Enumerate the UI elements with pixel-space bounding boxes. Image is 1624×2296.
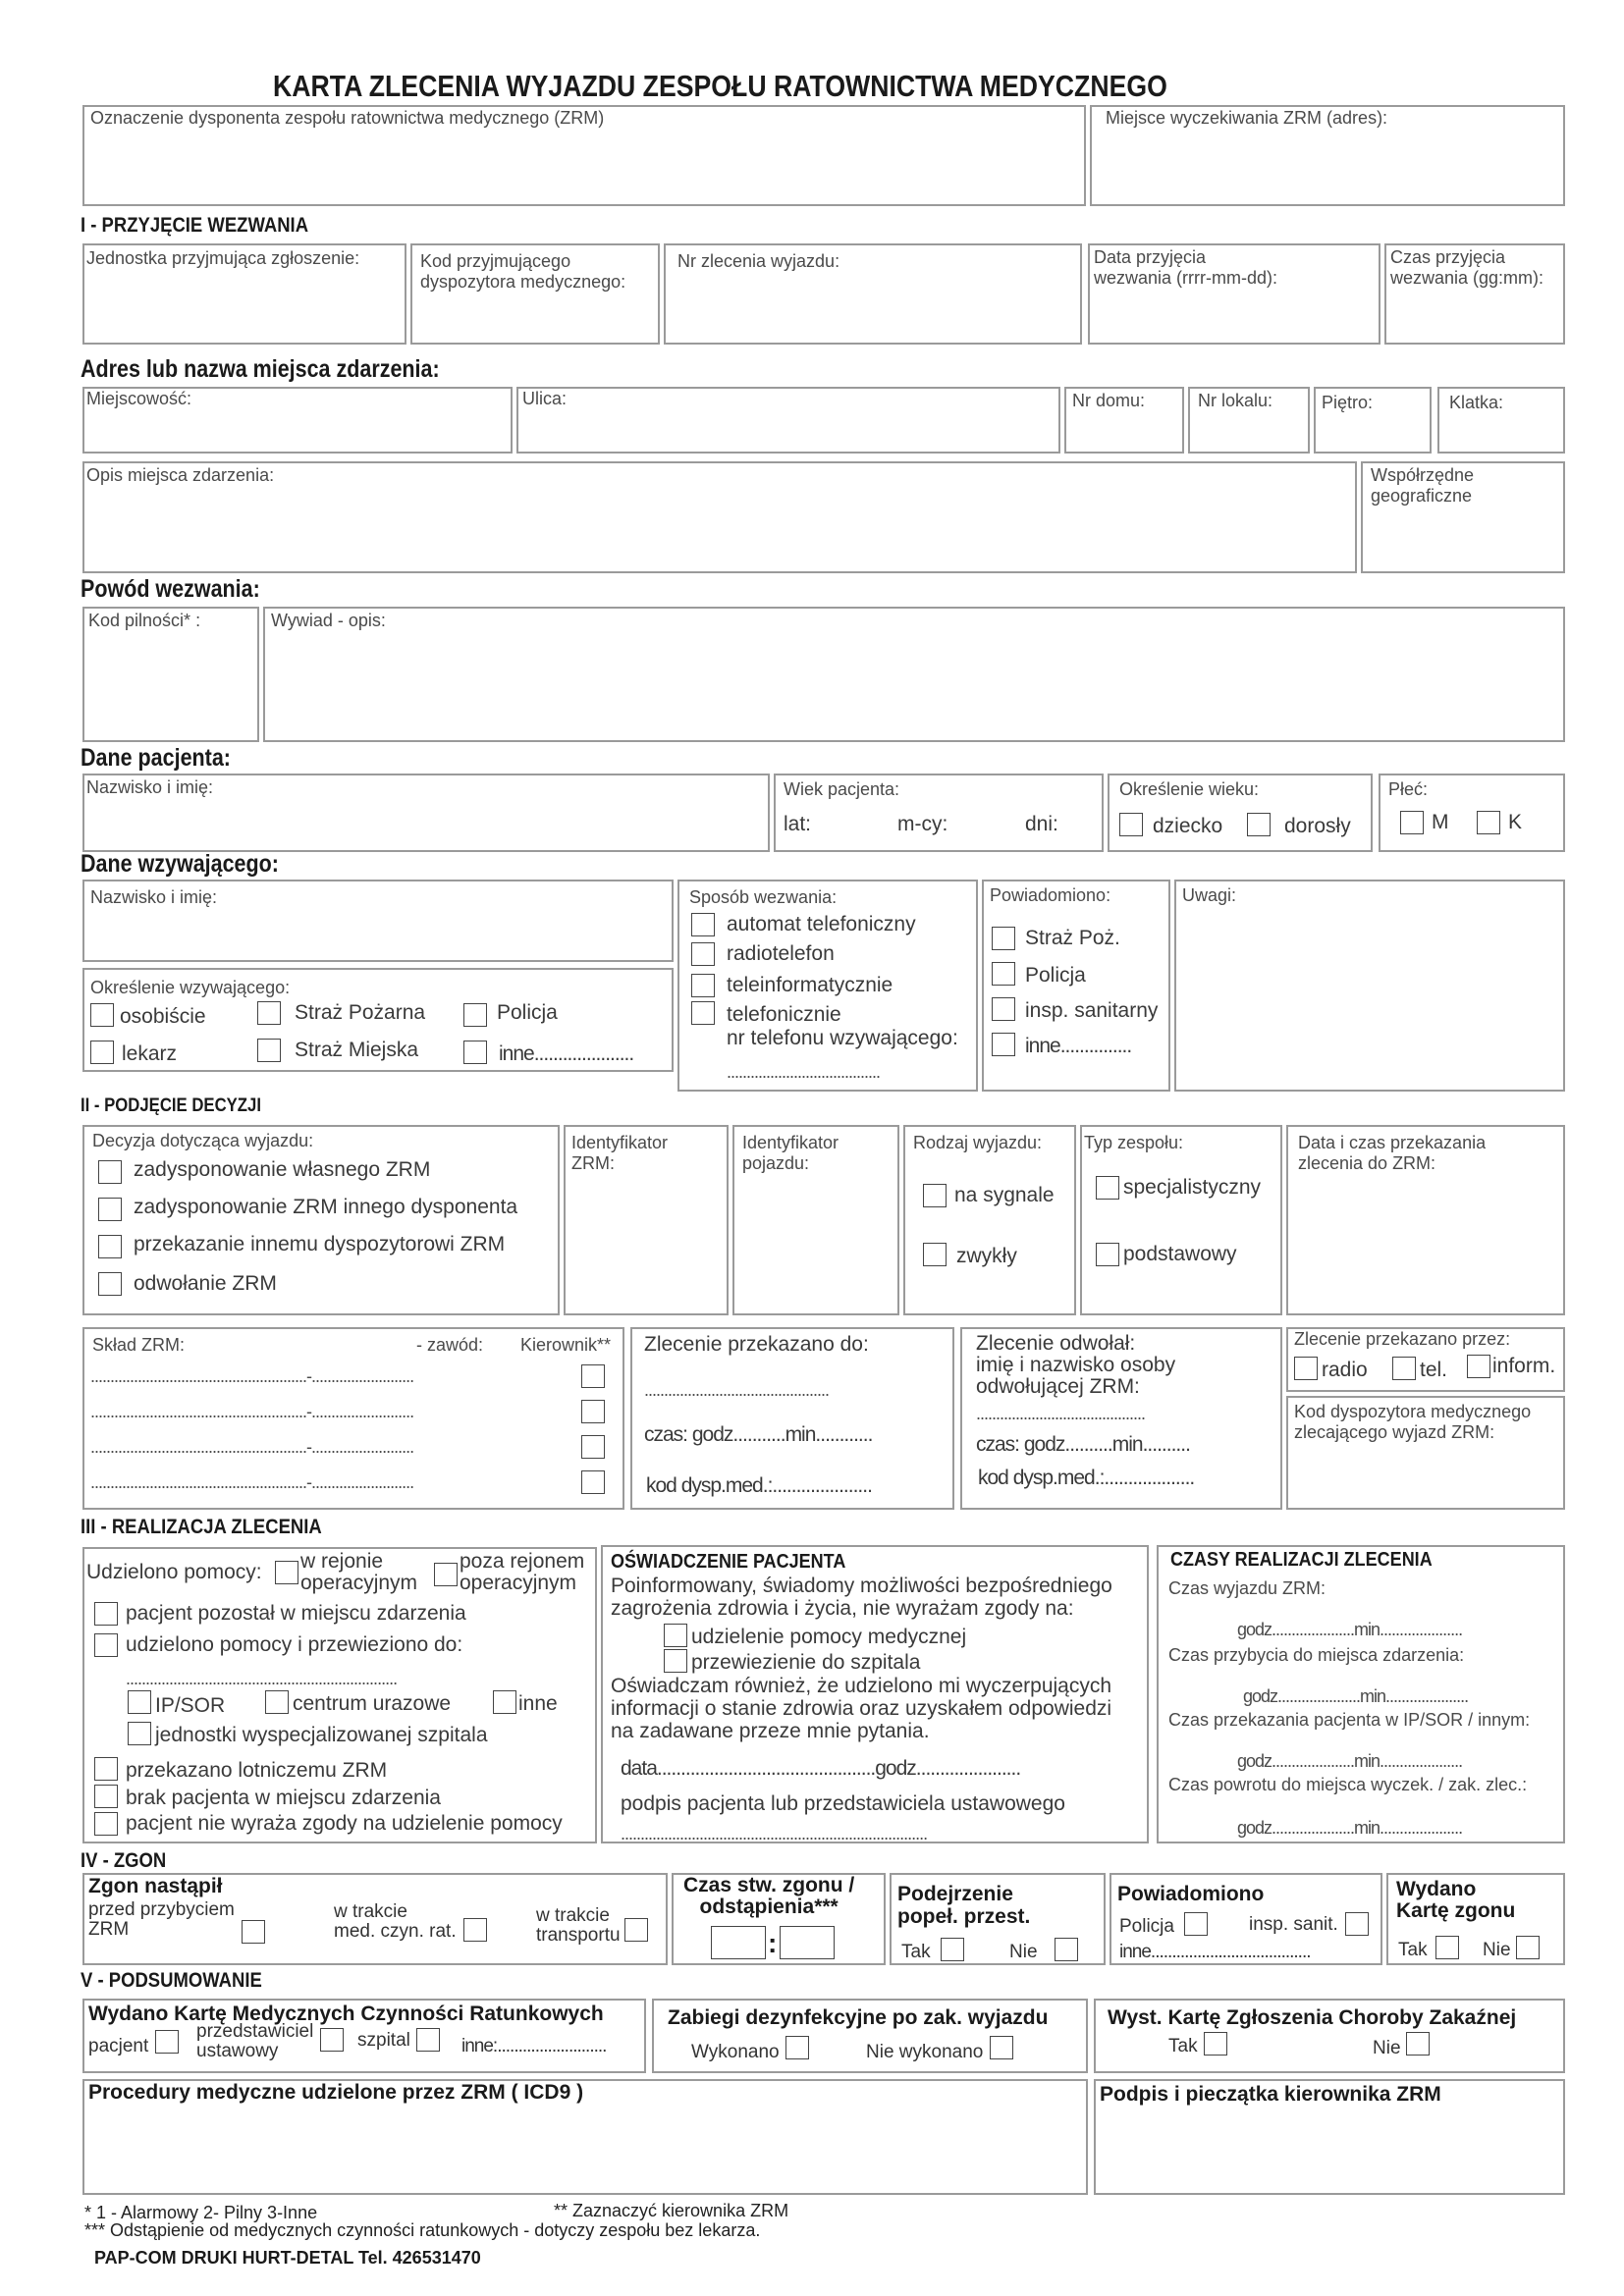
notified-police-checkbox[interactable]	[992, 962, 1015, 986]
section4-heading: IV - ZGON	[81, 1849, 167, 1872]
decision-own-label: zadysponowanie własnego ZRM	[134, 1158, 431, 1181]
section1-heading: I - PRZYJĘCIE WEZWANIA	[81, 214, 309, 237]
team-type-label: Typ zespołu:	[1084, 1133, 1184, 1152]
ipsor-label: IP/SOR	[155, 1694, 226, 1717]
handover-dt-label: Data i czas przekazania zlecenia do ZRM:	[1298, 1133, 1487, 1173]
profession-label: - zawód:	[416, 1335, 484, 1355]
police-checkbox[interactable]	[463, 1003, 487, 1027]
male-checkbox[interactable]	[1400, 811, 1424, 834]
specialist-checkbox[interactable]	[1096, 1176, 1119, 1200]
return-time-label: Czas powrotu do miejsca wyczek. / zak. zlec.:	[1168, 1775, 1528, 1794]
specialized-checkbox[interactable]	[128, 1722, 151, 1745]
cancelled-time-line[interactable]: czas: godz..........min..........	[976, 1433, 1190, 1456]
infectious-yes-checkbox[interactable]	[1204, 2032, 1227, 2056]
infectious-no-label: Nie	[1373, 2038, 1401, 2058]
decision-handover-label: przekazanie innemu dyspozytorowi ZRM	[134, 1233, 506, 1255]
method-radio-label: radiotelefon	[727, 942, 835, 965]
coords-label: Współrzędne geograficzne	[1371, 465, 1475, 506]
cancelled-disp-code-line[interactable]: kod dysp.med.:...................	[978, 1467, 1195, 1489]
death-notified-label: Powiadomiono	[1117, 1883, 1265, 1905]
specialized-label: jednostki wyspecjalizowanej szpitala	[155, 1724, 488, 1746]
crew-label: Skład ZRM:	[92, 1335, 186, 1355]
disp-code-label: Kod dyspozytora medycznego zlecającego wyjazd ZRM:	[1294, 1402, 1532, 1442]
cancelled-label: Zlecenie odwołał: imię i nazwisko osoby odwołującej ZRM:	[976, 1332, 1176, 1399]
via-radio-label: radio	[1322, 1359, 1368, 1381]
stayed-checkbox[interactable]	[94, 1602, 118, 1626]
flat-label: Nr lokalu:	[1198, 391, 1273, 410]
handover-time-dots[interactable]: godz.....................min.....................	[1237, 1751, 1463, 1771]
police-label: Policja	[497, 1001, 558, 1024]
before-arrival-label: przed przybyciem ZRM	[88, 1899, 235, 1940]
personal-checkbox[interactable]	[90, 1003, 114, 1027]
statement-heading: OŚWIADCZENIE PACJENTA	[611, 1551, 846, 1573]
sex-label: Płeć:	[1388, 779, 1429, 799]
leader-checkbox-1[interactable]	[581, 1364, 605, 1388]
notified-other-label: inne...............	[1025, 1035, 1132, 1057]
caller-name-label: Nazwisko i imię:	[90, 887, 218, 907]
during-transport-checkbox[interactable]	[624, 1918, 648, 1942]
method-payphone-checkbox[interactable]	[691, 913, 715, 936]
child-checkbox[interactable]	[1119, 813, 1143, 836]
via-label: Zlecenie przekazano przez:	[1294, 1329, 1511, 1349]
death-time-colon: :	[768, 1928, 778, 1958]
via-tel-checkbox[interactable]	[1392, 1357, 1416, 1380]
dispatcher-label: Oznaczenie dysponenta zespołu ratownictwa medycznego (ZRM)	[90, 108, 605, 128]
decision-handover-checkbox[interactable]	[98, 1235, 122, 1258]
suspicion-yes-label: Tak	[901, 1942, 931, 1962]
notified-other-checkbox[interactable]	[992, 1033, 1015, 1056]
days-label: dni:	[1025, 813, 1058, 835]
time-label: Czas przyjęcia wezwania (gg:mm):	[1390, 247, 1544, 288]
mcr-patient-checkbox[interactable]	[155, 2030, 179, 2054]
via-radio-checkbox[interactable]	[1294, 1357, 1318, 1380]
staircase-label: Klatka:	[1449, 393, 1504, 412]
other-checkbox[interactable]	[463, 1041, 487, 1064]
notified-police-label: Policja	[1025, 964, 1086, 987]
notified-fire-label: Straż Poż.	[1025, 927, 1120, 949]
suspicion-no-checkbox[interactable]	[1055, 1938, 1078, 1961]
death-police-checkbox[interactable]	[1184, 1912, 1208, 1936]
air-label: przekazano lotniczemu ZRM	[126, 1759, 388, 1782]
trip-type-box	[903, 1125, 1076, 1315]
refuse-transport-label: przewiezienie do szpitala	[691, 1651, 921, 1674]
refuse-help-checkbox[interactable]	[664, 1624, 687, 1647]
footnote-withdrawal: *** Odstąpienie od medycznych czynności ratunkowych - dotyczy zespołu bez lekarza.	[84, 2220, 761, 2240]
mcr-patient-label: pacjent	[88, 2036, 149, 2056]
remarks-box[interactable]	[1174, 880, 1565, 1092]
arrival-time-dots[interactable]: godz.....................min.....................	[1243, 1686, 1469, 1706]
suspicion-label: Podejrzenie popeł. przest.	[897, 1883, 1031, 1929]
patient-name-label: Nazwisko i imię:	[86, 777, 214, 797]
method-label: Sposób wezwania:	[689, 887, 838, 907]
death-time-label: Czas stw. zgonu / odstąpienia***	[683, 1874, 855, 1919]
times-heading: CZASY REALIZACJI ZLECENIA	[1170, 1549, 1433, 1571]
no-patient-label: brak pacjenta w miejscu zdarzenia	[126, 1787, 441, 1809]
infectious-yes-label: Tak	[1168, 2036, 1198, 2056]
in-area-label: w rejonie operacyjnym	[300, 1550, 418, 1595]
urgency-label: Kod pilności* :	[88, 611, 201, 630]
refused-label: pacjent nie wyraża zgody na udzielenie pomocy	[126, 1812, 563, 1835]
mcr-hospital-checkbox[interactable]	[416, 2028, 440, 2052]
floor-label: Piętro:	[1322, 393, 1374, 412]
date-label: Data przyjęcia wezwania (rrrr-mm-dd):	[1094, 247, 1278, 288]
order-disp-code-line[interactable]: kod dysp.med.:.....................	[646, 1474, 872, 1497]
child-label: dziecko	[1153, 815, 1223, 837]
footnote-leader: ** Zaznaczyć kierownika ZRM	[554, 2201, 789, 2220]
disinfection-done-checkbox[interactable]	[785, 2036, 809, 2059]
procedures-label: Procedury medyczne udzielone przez ZRM ( ICD9 )	[88, 2081, 584, 2104]
trip-type-label: Rodzaj wyjazdu:	[913, 1133, 1043, 1152]
notified-sanit-checkbox[interactable]	[992, 997, 1015, 1021]
order-to-label: Zlecenie przekazano do:	[644, 1333, 869, 1356]
mcr-rep-label: przedstawiciel ustawowy	[196, 2021, 314, 2061]
leader-label: Kierownik**	[520, 1335, 612, 1355]
during-transport-label: w trakcie transportu	[536, 1905, 621, 1946]
ipsor-checkbox[interactable]	[128, 1690, 151, 1714]
death-hour-input[interactable]	[711, 1926, 766, 1959]
printer-info: PAP-COM DRUKI HURT-DETAL Tel. 426531470	[94, 2248, 481, 2268]
notified-sanit-label: insp. sanitarny	[1025, 999, 1159, 1022]
refuse-transport-checkbox[interactable]	[664, 1649, 687, 1673]
departure-time-label: Czas wyjazdu ZRM:	[1168, 1578, 1326, 1598]
interview-label: Wywiad - opis:	[271, 611, 386, 630]
fire-checkbox[interactable]	[257, 1001, 281, 1025]
city-label: Miejscowość:	[86, 389, 192, 408]
during-med-label: w trakcie med. czyn. rat.	[334, 1901, 457, 1942]
departure-time-dots[interactable]: godz.....................min.....................	[1237, 1620, 1463, 1639]
crew-line-1[interactable]: .......................................................-..........................	[90, 1366, 414, 1386]
footnote-urgency: * 1 - Alarmowy 2- Pilny 3-Inne	[84, 2203, 318, 2222]
mcr-other-label[interactable]: inne:..........................	[461, 2036, 607, 2056]
section5-heading: V - PODSUMOWANIE	[81, 1969, 262, 1992]
method-teleinfo-checkbox[interactable]	[691, 974, 715, 997]
waiting-place-label: Miejsce wyczekiwania ZRM (adres):	[1106, 108, 1388, 128]
form-title: KARTA ZLECENIA WYJAZDU ZESPOŁU RATOWNICTWA MEDYCZNEGO	[273, 69, 1167, 103]
dispatcher-code-label: Kod przyjmującego dyspozytora medycznego:	[420, 251, 626, 292]
death-label: Zgon nastąpił	[88, 1875, 223, 1897]
death-minute-input[interactable]	[780, 1926, 835, 1959]
signal-label: na sygnale	[954, 1184, 1055, 1206]
female-checkbox[interactable]	[1477, 811, 1500, 834]
death-sanit-checkbox[interactable]	[1345, 1912, 1369, 1936]
refuse-help-label: udzielenie pomocy medycznej	[691, 1626, 967, 1648]
death-card-no-label: Nie	[1483, 1940, 1511, 1960]
via-inform-label: inform.	[1492, 1355, 1556, 1377]
decision-other-dispatcher-label: zadysponowanie ZRM innego dysponenta	[134, 1196, 518, 1218]
remarks-label: Uwagi:	[1182, 885, 1237, 905]
signal-checkbox[interactable]	[923, 1184, 947, 1207]
fire-label: Straż Pożarna	[295, 1001, 426, 1024]
signature-dots[interactable]: ..............................................................................	[621, 1824, 928, 1843]
doctor-checkbox[interactable]	[90, 1041, 114, 1064]
out-area-label: poza rejonem operacyjnym	[460, 1550, 585, 1595]
trauma-label: centrum urazowe	[293, 1692, 452, 1715]
decision-label: Decyzja dotycząca wyjazdu:	[92, 1131, 314, 1150]
city-guard-checkbox[interactable]	[257, 1039, 281, 1062]
air-checkbox[interactable]	[94, 1757, 118, 1781]
adult-checkbox[interactable]	[1247, 813, 1271, 836]
infectious-no-checkbox[interactable]	[1406, 2032, 1430, 2056]
section2-heading: II - PODJĘCIE DECYZJI	[81, 1095, 261, 1116]
decision-own-checkbox[interactable]	[98, 1160, 122, 1184]
phone-number-label: nr telefonu wzywającego:	[727, 1027, 958, 1049]
street-label: Ulica:	[522, 389, 568, 408]
method-teleinfo-label: teleinformatycznie	[727, 974, 893, 996]
during-med-checkbox[interactable]	[463, 1918, 487, 1942]
disinfection-not-done-label: Nie wykonano	[866, 2042, 984, 2062]
house-label: Nr domu:	[1072, 391, 1146, 410]
statement-date-line[interactable]: data..............................................godz......................	[621, 1757, 1021, 1780]
decision-other-dispatcher-checkbox[interactable]	[98, 1198, 122, 1221]
age-label: Wiek pacjenta:	[784, 779, 900, 799]
return-time-dots[interactable]: godz.....................min.....................	[1237, 1818, 1463, 1838]
transported-dots[interactable]: .....................................................................	[126, 1669, 398, 1688]
notified-fire-checkbox[interactable]	[992, 927, 1015, 950]
before-arrival-checkbox[interactable]	[242, 1920, 265, 1944]
team-type-box	[1080, 1125, 1282, 1315]
specialist-label: specjalistyczny	[1123, 1176, 1262, 1199]
team-id-label: Identyfikator ZRM:	[571, 1133, 669, 1173]
other-label: inne.....................	[499, 1042, 634, 1065]
death-card-label: Wydano Kartę zgonu	[1396, 1878, 1516, 1923]
years-label: lat:	[784, 813, 812, 835]
section3-heading: III - REALIZACJA ZLECENIA	[81, 1516, 322, 1538]
interview-box[interactable]	[263, 607, 1565, 742]
phone-number-dots[interactable]: .......................................	[727, 1062, 881, 1082]
crew-line-2[interactable]: .......................................................-..........................	[90, 1402, 414, 1421]
method-radio-checkbox[interactable]	[691, 942, 715, 966]
suspicion-no-label: Nie	[1009, 1942, 1038, 1962]
death-card-no-checkbox[interactable]	[1516, 1936, 1540, 1959]
method-payphone-label: automat telefoniczny	[727, 913, 916, 935]
vehicle-id-label: Identyfikator pojazdu:	[742, 1133, 839, 1173]
decision-cancel-label: odwołanie ZRM	[134, 1272, 277, 1295]
age-type-label: Określenie wieku:	[1119, 779, 1260, 799]
trauma-checkbox[interactable]	[265, 1690, 289, 1714]
months-label: m-cy:	[897, 813, 948, 835]
method-phone-checkbox[interactable]	[691, 1001, 715, 1025]
caller-heading: Dane wzywającego:	[81, 850, 279, 878]
death-card-yes-checkbox[interactable]	[1435, 1936, 1459, 1959]
doctor-label: lekarz	[122, 1042, 178, 1065]
leader-checkbox-4[interactable]	[581, 1470, 605, 1494]
signature-label: podpis pacjenta lub przedstawiciela ustawowego	[621, 1792, 1065, 1815]
in-area-checkbox[interactable]	[275, 1561, 298, 1584]
patient-heading: Dane pacjenta:	[81, 744, 231, 772]
order-to-dots[interactable]: ...............................................	[644, 1380, 830, 1400]
street-box[interactable]	[516, 387, 1060, 454]
disinfection-done-label: Wykonano	[691, 2042, 780, 2062]
handover-time-label: Czas przekazania pacjenta w IP/SOR / innym:	[1168, 1710, 1531, 1730]
transported-label: udzielono pomocy i przewieziono do:	[126, 1633, 463, 1656]
arrival-time-label: Czas przybycia do miejsca zdarzenia:	[1168, 1645, 1465, 1665]
unit-label: Jednostka przyjmująca zgłoszenie:	[86, 248, 360, 268]
disinfection-not-done-checkbox[interactable]	[990, 2036, 1013, 2059]
mcr-card-label: Wydano Kartę Medycznych Czynności Ratunkowych	[88, 2002, 604, 2025]
refused-checkbox[interactable]	[94, 1812, 118, 1836]
notified-label: Powiadomiono:	[990, 885, 1111, 905]
mcr-rep-checkbox[interactable]	[320, 2028, 344, 2052]
basic-label: podstawowy	[1123, 1243, 1237, 1265]
crew-line-4[interactable]: .......................................................-..........................	[90, 1472, 414, 1492]
infectious-label: Wyst. Kartę Zgłoszenia Choroby Zakaźnej	[1108, 2006, 1517, 2029]
normal-label: zwykły	[956, 1245, 1017, 1267]
stayed-label: pacjent pozostał w miejscu zdarzenia	[126, 1602, 466, 1625]
place-desc-label: Opis miejsca zdarzenia:	[86, 465, 275, 485]
decision-cancel-checkbox[interactable]	[98, 1272, 122, 1296]
leader-checkbox-3[interactable]	[581, 1435, 605, 1459]
no-patient-checkbox[interactable]	[94, 1785, 118, 1808]
crew-line-3[interactable]: .......................................................-..........................	[90, 1437, 414, 1457]
disinfection-label: Zabiegi dezynfekcyjne po zak. wyjazdu	[668, 2006, 1049, 2029]
city-guard-label: Straż Miejska	[295, 1039, 419, 1061]
address-heading: Adres lub nazwa miejsca zdarzenia:	[81, 355, 440, 383]
transported-checkbox[interactable]	[94, 1633, 118, 1657]
cancelled-dots[interactable]: ...........................................	[976, 1404, 1146, 1423]
personal-label: osobiście	[120, 1005, 206, 1028]
death-sanit-label: insp. sanit.	[1249, 1914, 1338, 1935]
death-card-yes-label: Tak	[1398, 1940, 1428, 1960]
mcr-hospital-label: szpital	[357, 2030, 410, 2051]
via-inform-checkbox[interactable]	[1467, 1355, 1490, 1378]
via-tel-label: tel.	[1420, 1359, 1448, 1381]
basic-checkbox[interactable]	[1096, 1243, 1119, 1266]
death-other-label[interactable]: inne......................................	[1119, 1942, 1311, 1962]
leader-checkbox-2[interactable]	[581, 1400, 605, 1423]
method-phone-label: telefonicznie	[727, 1003, 841, 1026]
other-hospital-label: inne	[518, 1692, 558, 1715]
order-no-label: Nr zlecenia wyjazdu:	[677, 251, 840, 271]
statement-text-2: Oświadczam również, że udzielono mi wyczerpujących informacji o stanie zdrowia oraz uzyskałem odpowiedzi na zadawane przeze mnie pytania.	[611, 1675, 1112, 1743]
death-police-label: Policja	[1119, 1916, 1174, 1937]
other-hospital-checkbox[interactable]	[493, 1690, 516, 1714]
statement-text: Poinformowany, świadomy możliwości bezpośredniego zagrożenia zdrowia i życia, nie wyrażam zgody na:	[611, 1575, 1112, 1621]
reason-heading: Powód wezwania:	[81, 575, 260, 603]
female-label: K	[1508, 811, 1523, 833]
help-label: Udzielono pomocy:	[86, 1561, 262, 1583]
out-area-checkbox[interactable]	[434, 1563, 458, 1586]
order-time-line[interactable]: czas: godz...........min............	[644, 1423, 873, 1446]
suspicion-yes-checkbox[interactable]	[941, 1938, 964, 1961]
caller-type-label: Określenie wzywającego:	[90, 978, 291, 997]
adult-label: dorosły	[1284, 815, 1351, 837]
leader-signature-label: Podpis i pieczątka kierownika ZRM	[1100, 2083, 1441, 2106]
male-label: M	[1432, 811, 1449, 833]
normal-checkbox[interactable]	[923, 1243, 947, 1266]
